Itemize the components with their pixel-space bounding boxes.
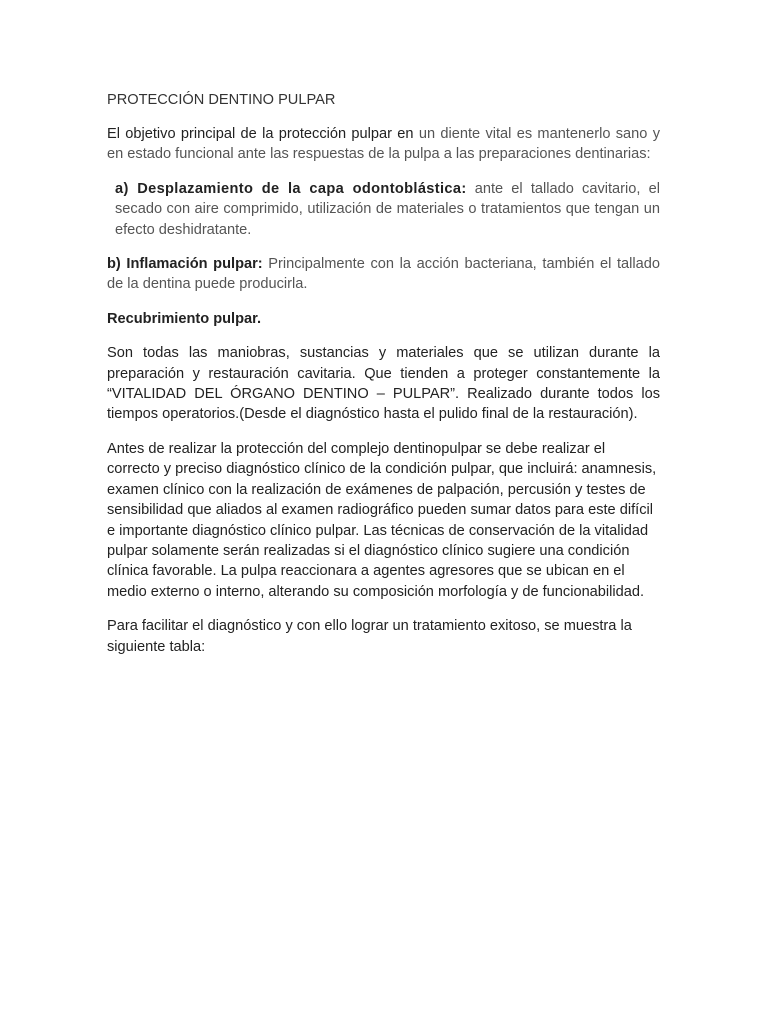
section-heading: Recubrimiento pulpar. xyxy=(107,310,262,327)
document-body xyxy=(107,90,660,671)
item-b-label: b) Inflamación pulpar: xyxy=(107,256,263,273)
paragraph-1: Son todas las maniobras, sustancias y materiales que se utilizan durante la preparación y restauración cavitaria. Que tienden a proteger constantemente la “VITALIDAD DEL ÓRGANO DENTINO – PULPAR”. Realizado durante todos los tiempos operatorios.(Desde el diagnóstico hasta el pulido final de la restauración). xyxy=(107,345,660,423)
intro-lead: El objetivo principal de la protección pulpar en xyxy=(107,126,414,142)
item-b-paragraph xyxy=(107,254,660,295)
item-a-paragraph xyxy=(107,179,660,240)
paragraph-3: Para facilitar el diagnóstico y con ello lograr un tratamiento exitoso, se muestra la siguiente tabla: xyxy=(107,618,632,655)
intro-rest: un diente vital es mantenerlo sano y en estado funcional ante las respuestas de la pulpa a las preparaciones dentinarias: xyxy=(107,126,660,163)
document-title: PROTECCIÓN DENTINO PULPAR xyxy=(107,92,336,108)
item-a-label: a) Desplazamiento de la capa odontoblástica: xyxy=(115,180,467,197)
intro-paragraph xyxy=(107,124,660,165)
item-b-text: Principalmente con la acción bacteriana, también el tallado de la dentina puede producirla. xyxy=(107,256,660,293)
item-a-text: ante el tallado cavitario, el secado con aire comprimido, utilización de materiales o tratamientos que tengan un efecto deshidratante. xyxy=(115,180,660,238)
paragraph-2: Antes de realizar la protección del complejo dentinopulpar se debe realizar el correcto y preciso diagnóstico clínico de la condición pulpar, que incluirá: anamnesis, examen clínico con la realización de exámenes de palpación, percusión y testes de sensibilidad que aliados al examen radiográfico pueden sumar datos para este difícil e importante diagnóstico clínico pulpar. Las técnicas de conservación de la vitalidad pulpar solamente serán realizadas si el diagnóstico clínico sugiere una condición clínica favorable. La pulpa reaccionara a agentes agresores que se ubican en el medio externo o interno, alterando su composición morfología y de funcionabilidad. xyxy=(107,440,657,600)
